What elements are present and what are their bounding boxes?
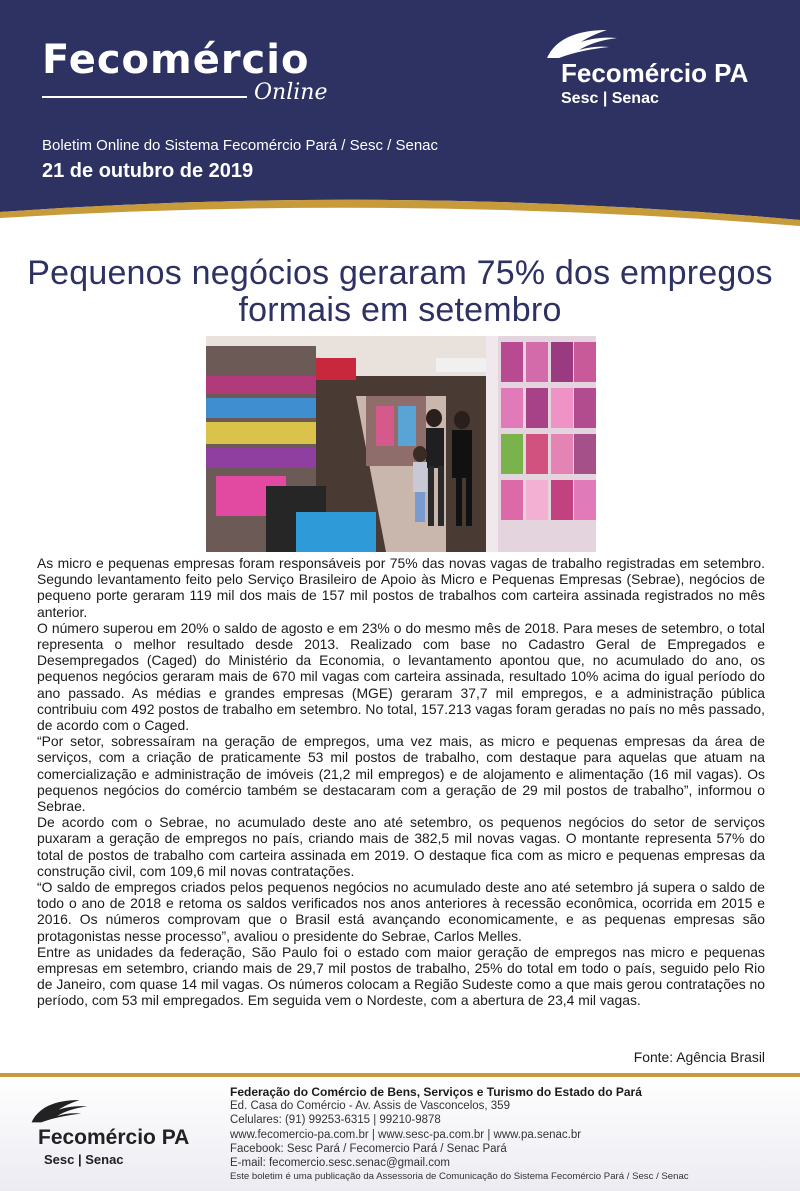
bulletin-date: 21 de outubro de 2019	[42, 160, 254, 182]
logo-name: Fecomércio PA	[561, 58, 749, 88]
brand-name: Fecomércio	[42, 37, 310, 83]
article-paragraph: Entre as unidades da federação, São Paulo foi o estado com maior geração de empregos nas micro e pequenas empresas em setembro, criando mais de 29,7 mil postos de trabalho, 25% do total em todo o país, seguido pelo Rio de Janeiro, com quase 14 mil vagas. Os números colocam a Região Sudeste como a que mais gerou contratações no período, com 53 mil empregados. Em seguida vem o Nordeste, com a abertura de 23,4 mil vagas.	[37, 943, 765, 1009]
footer-contact	[230, 1085, 790, 1184]
logo-sub: Sesc | Senac	[561, 90, 659, 107]
bulletin-subtitle: Boletim Online do Sistema Fecomércio Pará / Sesc / Senac	[42, 137, 439, 154]
footer-logo-name: Fecomércio PA	[38, 1126, 190, 1149]
article-paragraph: As micro e pequenas empresas foram responsáveis por 75% das novas vagas de trabalho registradas em setembro. Segundo levantamento feito pelo Serviço Brasileiro de Apoio às Micro e Pequenas Empresas (Sebrae), negócios de pequeno porte geraram 119 mil dos mais de 157 mil postos de trabalhos com carteira assinada registrados no mês anterior.	[37, 555, 765, 620]
footer-logo-sub: Sesc | Senac	[44, 1152, 124, 1167]
footer-logo	[30, 1098, 210, 1168]
article-paragraph: “Por setor, sobressaíram na geração de empregos, uma vez mais, as micro e pequenas empresas da área de serviços, com a criação de praticamente 53 mil postos de trabalho, com destaque para aquelas que atuam na comercialização e administração de imóveis (21,2 mil empregos) e de alojamento e alimentação (16 mil vagas). Os pequenos negócios do comércio também se destacaram com a geração de 29 mil postos de trabalho”, informou o Sebrae.	[37, 733, 765, 815]
article-body	[37, 555, 765, 1009]
footer-address: Ed. Casa do Comércio - Av. Assis de Vasconcelos, 359	[230, 1100, 510, 1113]
footer-websites[interactable]: www.fecomercio-pa.com.br | www.sesc-pa.com.br | www.pa.senac.br	[230, 1128, 582, 1141]
brand-sub: Online	[254, 80, 328, 105]
header-banner	[0, 0, 800, 230]
article-source: Fonte: Agência Brasil	[633, 1049, 765, 1065]
fecomercio-pa-logo	[545, 28, 775, 118]
footer-org: Federação do Comércio de Bens, Serviços e Turismo do Estado do Pará	[230, 1085, 642, 1099]
toy-store-photo	[206, 336, 596, 552]
wing-icon	[545, 28, 625, 62]
wing-icon	[30, 1098, 94, 1126]
footer-email[interactable]: E-mail: fecomercio.sesc.senac@gmail.com	[230, 1157, 451, 1170]
article-paragraph: De acordo com o Sebrae, no acumulado deste ano até setembro, os pequenos negócios do setor de serviços puxaram a geração de empregos no país, criando mais de 382,5 mil novas vagas. O montante representa 57% do total de postos de trabalho com carteira assinada em 2019. O destaque fica com as micro e pequenas empresas da construção civil, com 109,6 mil novas contratações.	[37, 814, 765, 879]
footer-facebook: Facebook: Sesc Pará / Fecomercio Pará / Senac Pará	[230, 1142, 507, 1155]
article-paragraph: “O saldo de empregos criados pelos pequenos negócios no acumulado deste ano até setembro já supera o saldo de todo o ano de 2018 e retoma os saldos verificados nos anos anteriores à recessão econômica, ocorrida em 2015 e 2016. Os números comprovam que o Brasil está avançando economicamente, e as pequenas empresas são protagonistas nesse processo”, avaliou o presidente do Sebrae, Carlos Melles.	[37, 879, 765, 944]
footer-publication: Este boletim é uma publicação da Assessoria de Comunicação do Sistema Fecomércio Pará / Sesc / Senac	[230, 1171, 689, 1183]
article-title: Pequenos negócios geraram 75% dos empregos formais em setembro	[27, 254, 773, 329]
footer-phones: Celulares: (91) 99253-6315 | 99210-9878	[230, 1114, 441, 1127]
header-curve	[0, 190, 800, 230]
photo-illustration	[206, 336, 596, 552]
brand-logo	[42, 36, 328, 105]
article-paragraph: O número superou em 20% o saldo de agosto e em 23% o do mesmo mês de 2018. Para meses de setembro, o total representa o melhor resultado desde 2013. Realizado com base no Cadastro Geral de Empregados e Desempregados (Caged) do Ministério da Economia, o levantamento apontou que, no acumulado do ano, os pequenos negócios geraram mais de 670 mil vagas com carteira assinada, resultado 10% acima do igual período do ano passado. As médias e grandes empresas (MGE) geraram 37,7 mil empregos, e a administração pública contribuiu com 492 postos de trabalho em setembro. No total, 157.213 vagas foram geradas no país no mês passado, de acordo com o Caged.	[37, 619, 765, 734]
brand-rule	[42, 96, 247, 98]
